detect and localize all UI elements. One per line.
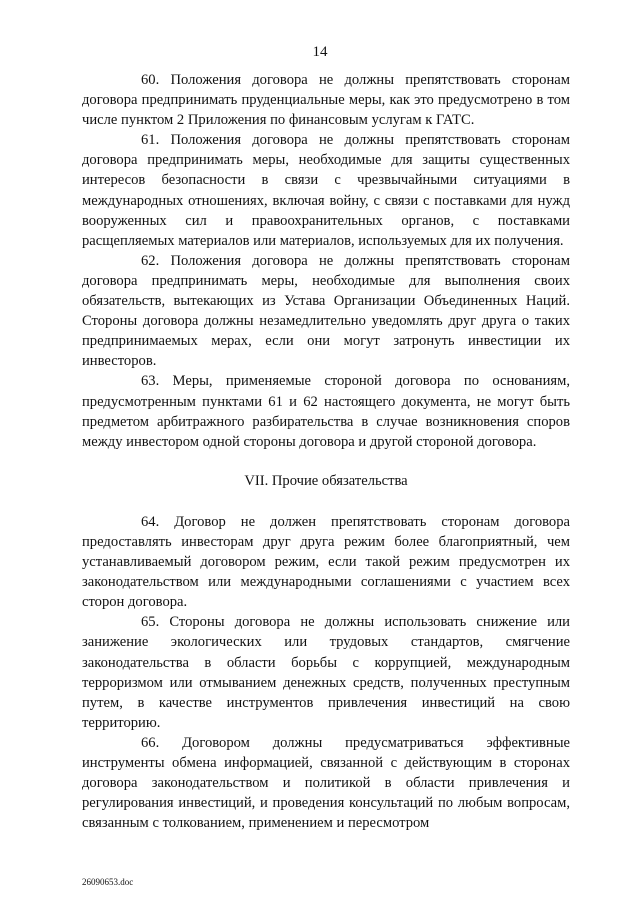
paragraph-61: 61. Положения договора не должны препятствовать сторонам договора предпринимать меры, необходимые для защиты существенных интересов безопасности в связи с чрезвычайными ситуациями в международных отношениях, включая войну, с связи с поставками для нужд вооруженных сил и правоохранительных органов, с поставками расщепляемых материалов или материалов, используемых для их получения. [82, 132, 570, 249]
paragraph-65: 65. Стороны договора не должны использовать снижение или занижение экологических или трудовых стандартов, смягчение законодательства в области борьбы с коррупцией, международным терроризмом или отмыванием денежных средств, полученных преступным путем, в качестве инструментов привлечения инвестиций на свою территорию. [82, 614, 570, 731]
paragraph-66: 66. Договором должны предусматриваться эффективные инструменты обмена информацией, связанной с действующим в сторонах договора законодательством и политикой в области привлечения и регулирования инвестиций, и проведения консультаций по любым вопросам, связанным с толкованием, применением и пересмотром [82, 734, 570, 832]
paragraph-64: 64. Договор не должен препятствовать сторонам договора предоставлять инвесторам друг друга режим более благоприятный, чем устанавливаемый договором режим, если такой режим предусмотрен их законодательством или международными соглашениями с участием всех сторон договора. [82, 513, 570, 611]
paragraph-63: 63. Меры, применяемые стороной договора по основаниям, предусмотренным пунктами 61 и 62 настоящего документа, не могут быть предметом арбитражного разбирательства в случае возникновения споров между инвестором одной стороны договора и другой стороной договора. [82, 373, 570, 450]
footer-filename: 26090653.doc [82, 877, 134, 887]
section-heading: VII. Прочие обязательства [244, 472, 408, 489]
paragraph-62: 62. Положения договора не должны препятствовать сторонам договора предпринимать меры, необходимые для выполнения своих обязательств, вытекающих из Устава Организации Объединенных Наций. Стороны договора должны незамедлительно уведомлять друг друга о таких предпринимаемых мерах, если они могут затронуть инвестиции их инвесторов. [82, 252, 570, 370]
document-body [82, 70, 570, 833]
paragraph-60: 60. Положения договора не должны препятствовать сторонам договора предпринимать пруденциальные меры, как это предусмотрено в том числе пунктом 2 Приложения по финансовым услугам к ГАТС. [82, 72, 570, 129]
page-number: 14 [312, 44, 328, 60]
